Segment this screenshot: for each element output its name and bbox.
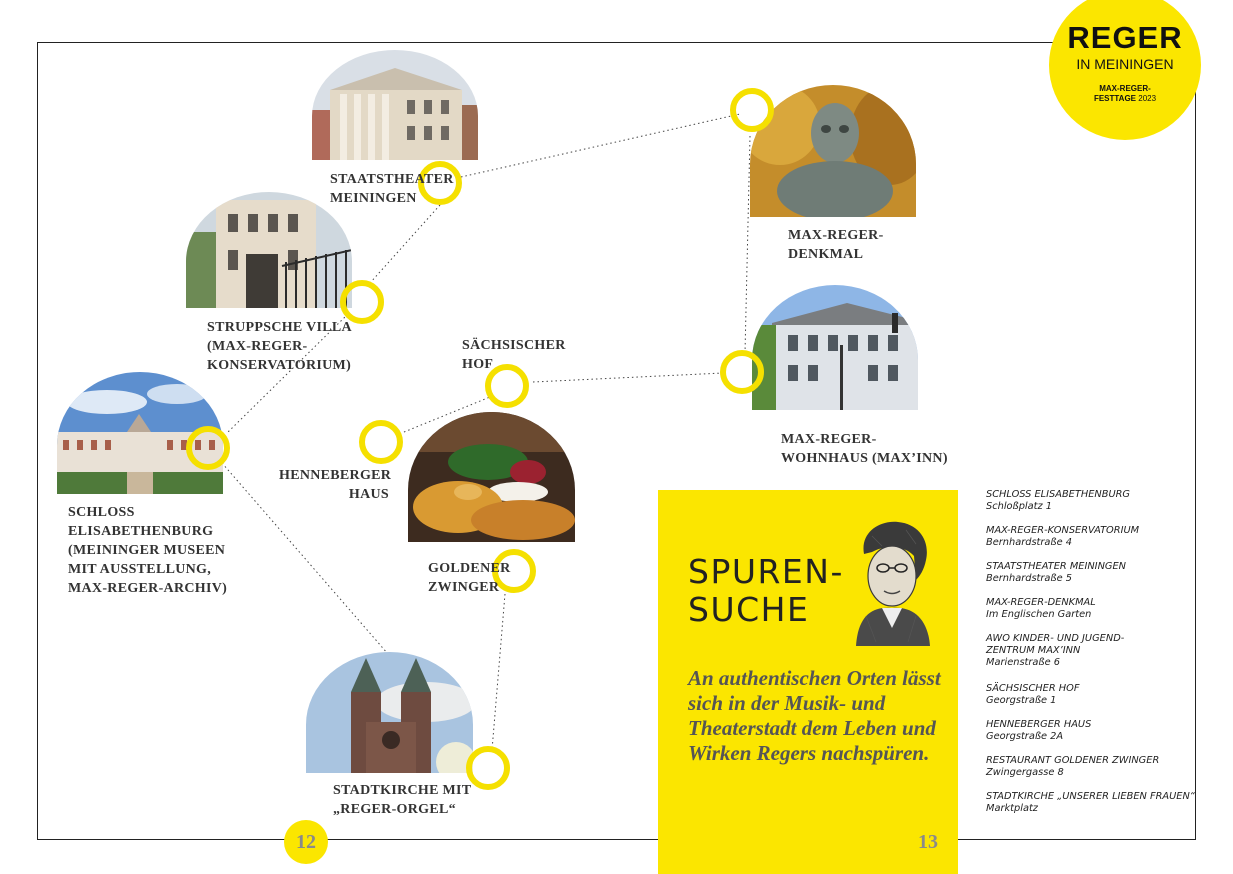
address-item: RESTAURANT GOLDENER ZWINGER Zwingergasse 8 [986, 755, 1160, 778]
location-ring-icon[interactable] [359, 420, 403, 464]
page-number-right: 13 [918, 831, 938, 853]
label-henneberger-haus: HENNEBERGER HAUS [279, 468, 392, 502]
label-struppsche-villa: STRUPPSCHE VILLA (MAX-REGER- KONSERVATORIUM) [207, 320, 352, 373]
address-item: AWO KINDER- UND JUGEND- ZENTRUM MAX’INN Marienstraße 6 [986, 633, 1125, 668]
location-ring-icon[interactable] [730, 88, 774, 132]
label-stadtkirche: STADTKIRCHE MIT „REGER-ORGEL“ [333, 783, 472, 817]
label-wohnhaus: MAX-REGER- WOHNHAUS (MAX’INN) [781, 432, 948, 466]
address-item: MAX-REGER-KONSERVATORIUM Bernhardstraße 4 [986, 525, 1140, 548]
address-item: SÄCHSISCHER HOF Georgstraße 1 [986, 683, 1080, 706]
label-goldener-zwinger: GOLDENER ZWINGER [428, 561, 511, 595]
label-saechsischer-hof: SÄCHSISCHER HOF [462, 338, 566, 372]
address-item: STAATSTHEATER MEININGEN Bernhardstraße 5 [986, 561, 1127, 584]
page-number-left: 12 [284, 820, 328, 864]
badge-subtitle: IN MEININGEN [1076, 56, 1174, 72]
address-item: SCHLOSS ELISABETHENBURG Schloßplatz 1 [986, 489, 1131, 512]
label-denkmal: MAX-REGER- DENKMAL [788, 228, 884, 262]
panel-title-line2: SUCHE [688, 590, 810, 629]
location-ring-icon[interactable] [720, 350, 764, 394]
panel-title-line1: SPUREN- [688, 552, 844, 591]
address-item: MAX-REGER-DENKMAL Im Englischen Garten [986, 597, 1096, 620]
location-ring-icon[interactable] [186, 426, 230, 470]
badge-title: REGER [1067, 20, 1183, 55]
address-item: STADTKIRCHE „UNSERER LIEBEN FRAUEN“ Marktplatz [986, 791, 1195, 814]
badge-festival: MAX-REGER- FESTTAGE 2023 [1093, 84, 1157, 103]
spurensuche-panel [658, 490, 958, 874]
address-item: HENNEBERGER HAUS Georgstraße 2A [986, 719, 1092, 742]
location-ring-icon[interactable] [466, 746, 510, 790]
label-staatstheater: STAATSTHEATER MEININGEN [330, 172, 454, 206]
panel-intro-text: An authentischen Orten lässt sich in der Musik- und Theaterstadt dem Leben und Wirken Regers nachspüren. [688, 666, 941, 765]
label-schloss: SCHLOSS ELISABETHENBURG (MEININGER MUSEEN MIT AUSSTELLUNG, MAX-REGER-ARCHIV) [68, 505, 228, 596]
portrait-drawing-icon [846, 516, 936, 646]
